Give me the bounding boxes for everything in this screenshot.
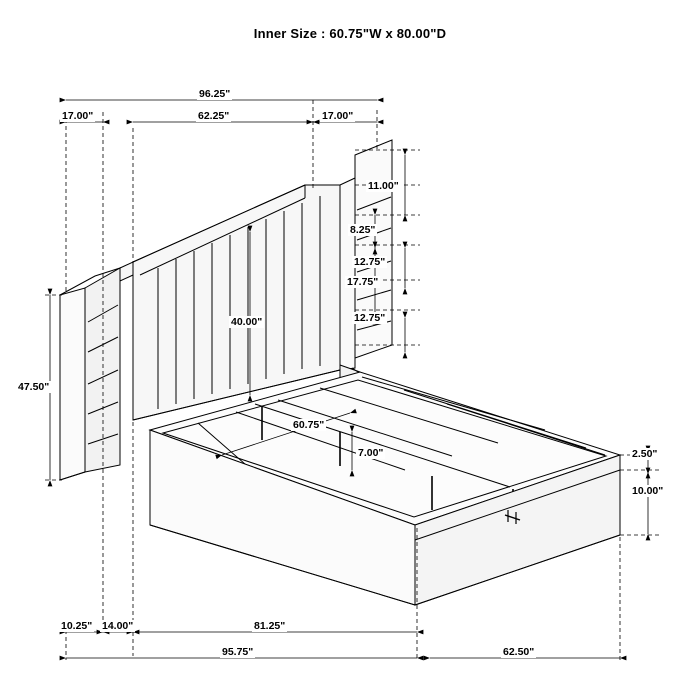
dim-top-right-segment: 17.00" [322,110,354,122]
dim-bottom-center: 81.25" [254,620,286,632]
dim-headboard-panel-height: 40.00" [231,316,263,328]
dim-bottom-right: 62.50" [503,646,535,658]
dim-deck-height: 7.00" [358,447,384,459]
dim-shelf-3: 12.75" [354,256,386,268]
dim-top-left-segment: 17.00" [62,110,94,122]
dim-bottom-left-a: 10.25" [61,620,93,632]
dim-inner-width: 60.75" [293,419,325,431]
dim-overall-top-width: 96.25" [199,88,231,100]
page-title: Inner Size : 60.75"W x 80.00"D [253,26,447,41]
dim-overall-height: 47.50" [18,381,50,393]
dim-shelf-4: 12.75" [354,312,386,324]
dim-shelf-1: 11.00" [368,180,399,192]
dim-shelf-total: 17.75" [347,276,379,288]
dim-base-height: 10.00" [632,485,664,497]
dim-bottom-left-b: 14.00" [102,620,134,632]
dim-rail-thickness: 2.50" [632,448,658,460]
dim-bottom-overall: 95.75" [222,646,254,658]
dim-top-center-segment: 62.25" [198,110,230,122]
dim-shelf-2: 8.25" [350,224,376,236]
